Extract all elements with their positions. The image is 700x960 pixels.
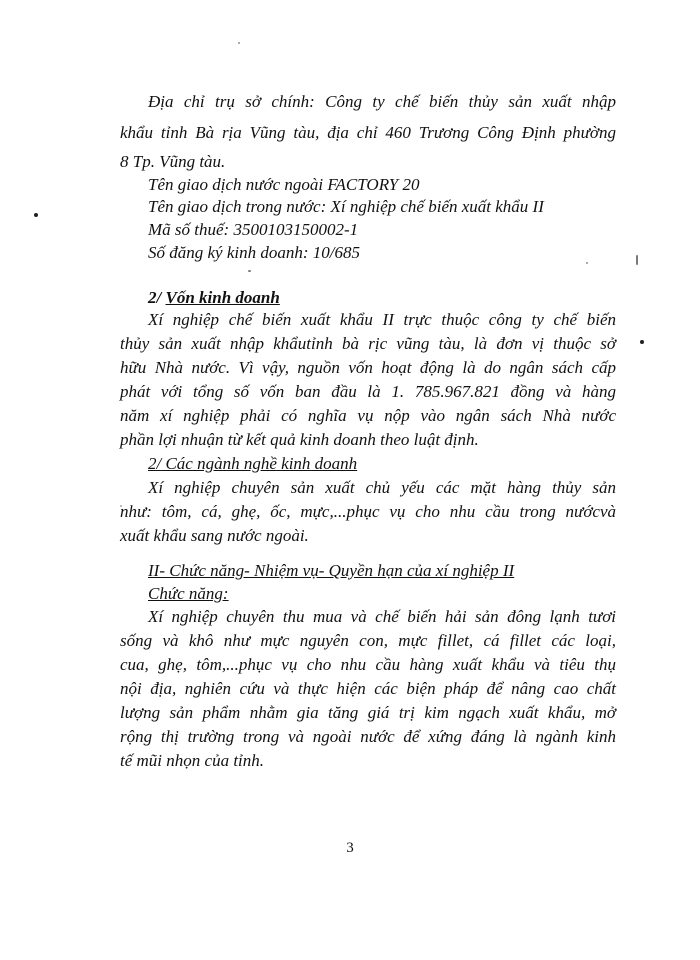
capital-paragraph-line: phần lợi nhuận từ kết quả kinh doanh theo luật định. [120,430,479,449]
functions-subheading: Chức năng: [148,584,229,603]
scan-speck [640,340,644,344]
scan-speck [586,262,588,264]
foreign-trade-name: Tên giao dịch nước ngoài FACTORY 20 [148,175,420,194]
scan-speck [34,213,38,217]
page-number: 3 [346,840,354,856]
functions-paragraph-line: lượng sản phẩm nhằm gia tăng giá trị kim ngạch xuất khẩu, mở [120,703,616,722]
hq-address-line-3: 8 Tp. Vũng tàu. [120,152,226,171]
hq-address-line-1: Địa chỉ trụ sở chính: Công ty chế biến thủy sản xuất nhập [148,92,616,111]
scan-speck [636,255,638,265]
capital-heading [148,288,280,308]
scan-speck [120,505,122,507]
capital-paragraph-line: hữu Nhà nước. Vì vậy, nguồn vốn hoạt động là do ngân sách cấp [120,358,616,377]
capital-heading-number: 2/ [148,288,166,307]
capital-paragraph-line: năm xí nghiệp phải có nghĩa vụ nộp vào ngân sách Nhà nước [120,406,616,425]
functions-paragraph-line: nội địa, nghiên cứu và thực hiện các biện pháp để nâng cao chất [120,679,616,698]
capital-heading-title: Vốn kinh doanh [165,288,280,307]
business-lines-paragraph-line: như: tôm, cá, ghẹ, ốc, mực,...phục vụ cho nhu cầu trong nướcvà [120,502,616,521]
functions-paragraph-line: sống và khô như mực nguyên con, mực fillet, cá fillet các loại, [120,631,616,650]
functions-paragraph-line: tế mũi nhọn của tỉnh. [120,751,265,770]
capital-paragraph-line: Xí nghiệp chế biến xuất khẩu II trực thuộc công ty chế biến [148,310,616,329]
business-lines-paragraph-line: Xí nghiệp chuyên sản xuất chủ yếu các mặt hàng thủy sản [148,478,616,497]
functions-section-heading: II- Chức năng- Nhiệm vụ- Quyền hạn của xí nghiệp II [148,561,515,580]
capital-paragraph-line: thủy sản xuất nhập khẩutỉnh bà rịc vũng tàu, là đơn vị thuộc sở [120,334,616,353]
scan-speck [238,42,240,44]
functions-paragraph-line: Xí nghiệp chuyên thu mua và chế biến hải sản đông lạnh tươi [148,607,616,626]
domestic-trade-name: Tên giao dịch trong nước: Xí nghiệp chế biến xuất khẩu II [148,197,544,216]
business-lines-heading: 2/ Các ngành nghề kinh doanh [148,454,358,473]
hq-address-line-2: khẩu tỉnh Bà rịa Vũng tàu, địa chỉ 460 Trương Công Định phường [120,123,616,142]
tax-code: Mã số thuế: 3500103150002-1 [148,220,359,239]
business-registration: Số đăng ký kinh doanh: 10/685 [148,243,360,262]
functions-paragraph-line: cua, ghẹ, tôm,...phục vụ cho nhu cầu hàng xuất khẩu và tiêu thụ [120,655,616,674]
business-lines-paragraph-line: xuất khẩu sang nước ngoài. [120,526,309,545]
capital-paragraph-line: phát với tổng số vốn ban đầu là 1. 785.967.821 đồng và hàng [120,382,616,401]
functions-paragraph-line: rộng thị trường trong và ngoài nước để xứng đáng là ngành kinh [120,727,616,746]
scan-speck [248,270,251,272]
